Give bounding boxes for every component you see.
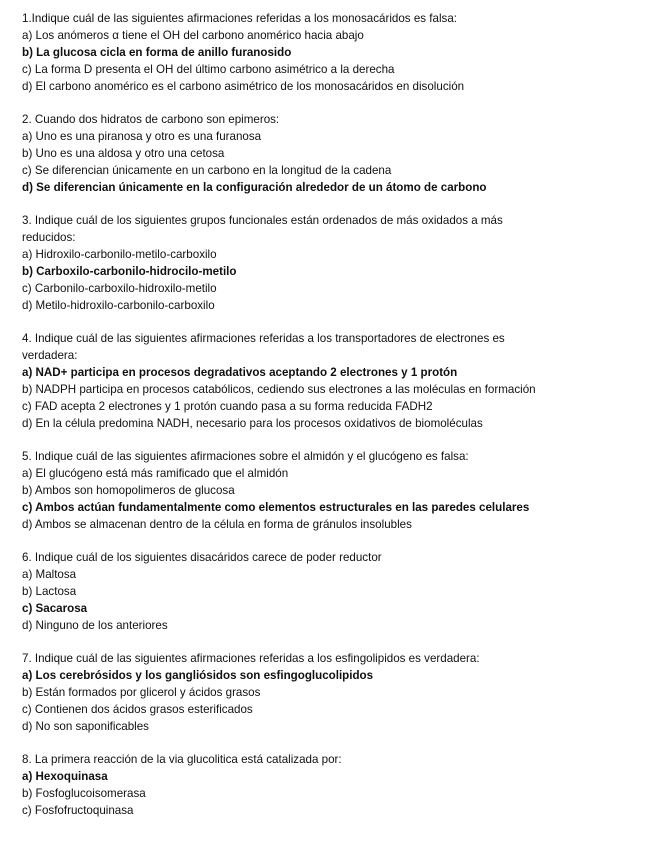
answer-option: a) Los anómeros α tiene el OH del carbono anomérico hacia abajo	[22, 29, 364, 42]
question-stem-line: 3. Indique cuál de los siguientes grupos funcionales están ordenados de más oxidados a más	[22, 214, 503, 227]
question-4	[22, 330, 644, 432]
answer-option: b) Uno es una aldosa y otro una cetosa	[22, 147, 225, 160]
question-8	[22, 751, 644, 819]
question-stem	[22, 751, 644, 768]
question-5	[22, 448, 644, 533]
question-stem-line: 5. Indique cuál de las siguientes afirmaciones sobre el almidón y el glucógeno es falsa:	[22, 450, 469, 463]
question-stem-line: 8. La primera reacción de la via glucolitica está catalizada por:	[22, 753, 342, 766]
answer-option: d) En la célula predomina NADH, necesario para los procesos oxidativos de biomoléculas	[22, 417, 483, 430]
answer-option: c) Se diferencian únicamente en un carbono en la longitud de la cadena	[22, 164, 392, 177]
answer-option: b) NADPH participa en procesos catabólicos, cediendo sus electrones a las moléculas en formación	[22, 383, 536, 396]
question-stem	[22, 650, 644, 667]
question-stem-line: 7. Indique cuál de las siguientes afirmaciones referidas a los esfingolipidos es verdadera:	[22, 652, 480, 665]
question-stem	[22, 212, 644, 246]
answer-option: c) La forma D presenta el OH del último carbono asimétrico a la derecha	[22, 63, 395, 76]
answer-option-correct: b) La glucosa cicla en forma de anillo furanosido	[22, 46, 292, 59]
answer-option: c) FAD acepta 2 electrones y 1 protón cuando pasa a su forma reducida FADH2	[22, 400, 433, 413]
question-stem	[22, 10, 644, 27]
question-stem-line: reducidos:	[22, 231, 76, 244]
answer-option: b) Lactosa	[22, 585, 77, 598]
question-stem	[22, 111, 644, 128]
question-3	[22, 212, 644, 314]
answer-option-correct: a) Hexoquinasa	[22, 770, 108, 783]
answer-option-correct: b) Carboxilo-carbonilo-hidrocilo-metilo	[22, 265, 237, 278]
answer-option: a) Maltosa	[22, 568, 77, 581]
answer-option-correct: a) NAD+ participa en procesos degradativos aceptando 2 electrones y 1 protón	[22, 366, 458, 379]
question-stem	[22, 549, 644, 566]
answer-option: d) No son saponificables	[22, 720, 149, 733]
answer-option: d) Metilo-hidroxilo-carbonilo-carboxilo	[22, 299, 215, 312]
question-1	[22, 10, 644, 95]
question-2	[22, 111, 644, 196]
answer-option: b) Ambos son homopolimeros de glucosa	[22, 484, 235, 497]
answer-option: b) Fosfoglucoisomerasa	[22, 787, 146, 800]
question-stem-line: 2. Cuando dos hidratos de carbono son epimeros:	[22, 113, 280, 126]
answer-option: a) Hidroxilo-carbonilo-metilo-carboxilo	[22, 248, 217, 261]
answer-option-correct: d) Se diferencian únicamente en la configuración alrededor de un átomo de carbono	[22, 181, 487, 194]
answer-option-correct: a) Los cerebrósidos y los gangliósidos son esfingoglucolipidos	[22, 669, 374, 682]
answer-option: b) Están formados por glicerol y ácidos grasos	[22, 686, 261, 699]
answer-option: d) Ambos se almacenan dentro de la célula en forma de gránulos insolubles	[22, 518, 412, 531]
answer-option: c) Fosfofructoquinasa	[22, 804, 134, 817]
answer-option: d) El carbono anomérico es el carbono asimétrico de los monosacáridos en disolución	[22, 80, 465, 93]
question-6	[22, 549, 644, 634]
answer-option: d) Ninguno de los anteriores	[22, 619, 168, 632]
answer-option: a) El glucógeno está más ramificado que el almidón	[22, 467, 289, 480]
answer-option: c) Carbonilo-carboxilo-hidroxilo-metilo	[22, 282, 217, 295]
question-stem	[22, 330, 644, 364]
question-7	[22, 650, 644, 735]
question-stem-line: verdadera:	[22, 349, 78, 362]
answer-option: a) Uno es una piranosa y otro es una furanosa	[22, 130, 262, 143]
question-stem-line: 1.Indique cuál de las siguientes afirmaciones referidas a los monosacáridos es falsa:	[22, 12, 458, 25]
answer-option: c) Contienen dos ácidos grasos esterificados	[22, 703, 253, 716]
question-stem	[22, 448, 644, 465]
answer-option-correct: c) Ambos actúan fundamentalmente como elementos estructurales en las paredes celulares	[22, 501, 530, 514]
question-stem-line: 6. Indique cuál de los siguientes disacáridos carece de poder reductor	[22, 551, 382, 564]
answer-option-correct: c) Sacarosa	[22, 602, 88, 615]
question-stem-line: 4. Indique cuál de las siguientes afirmaciones referidas a los transportadores de electrones es	[22, 332, 505, 345]
